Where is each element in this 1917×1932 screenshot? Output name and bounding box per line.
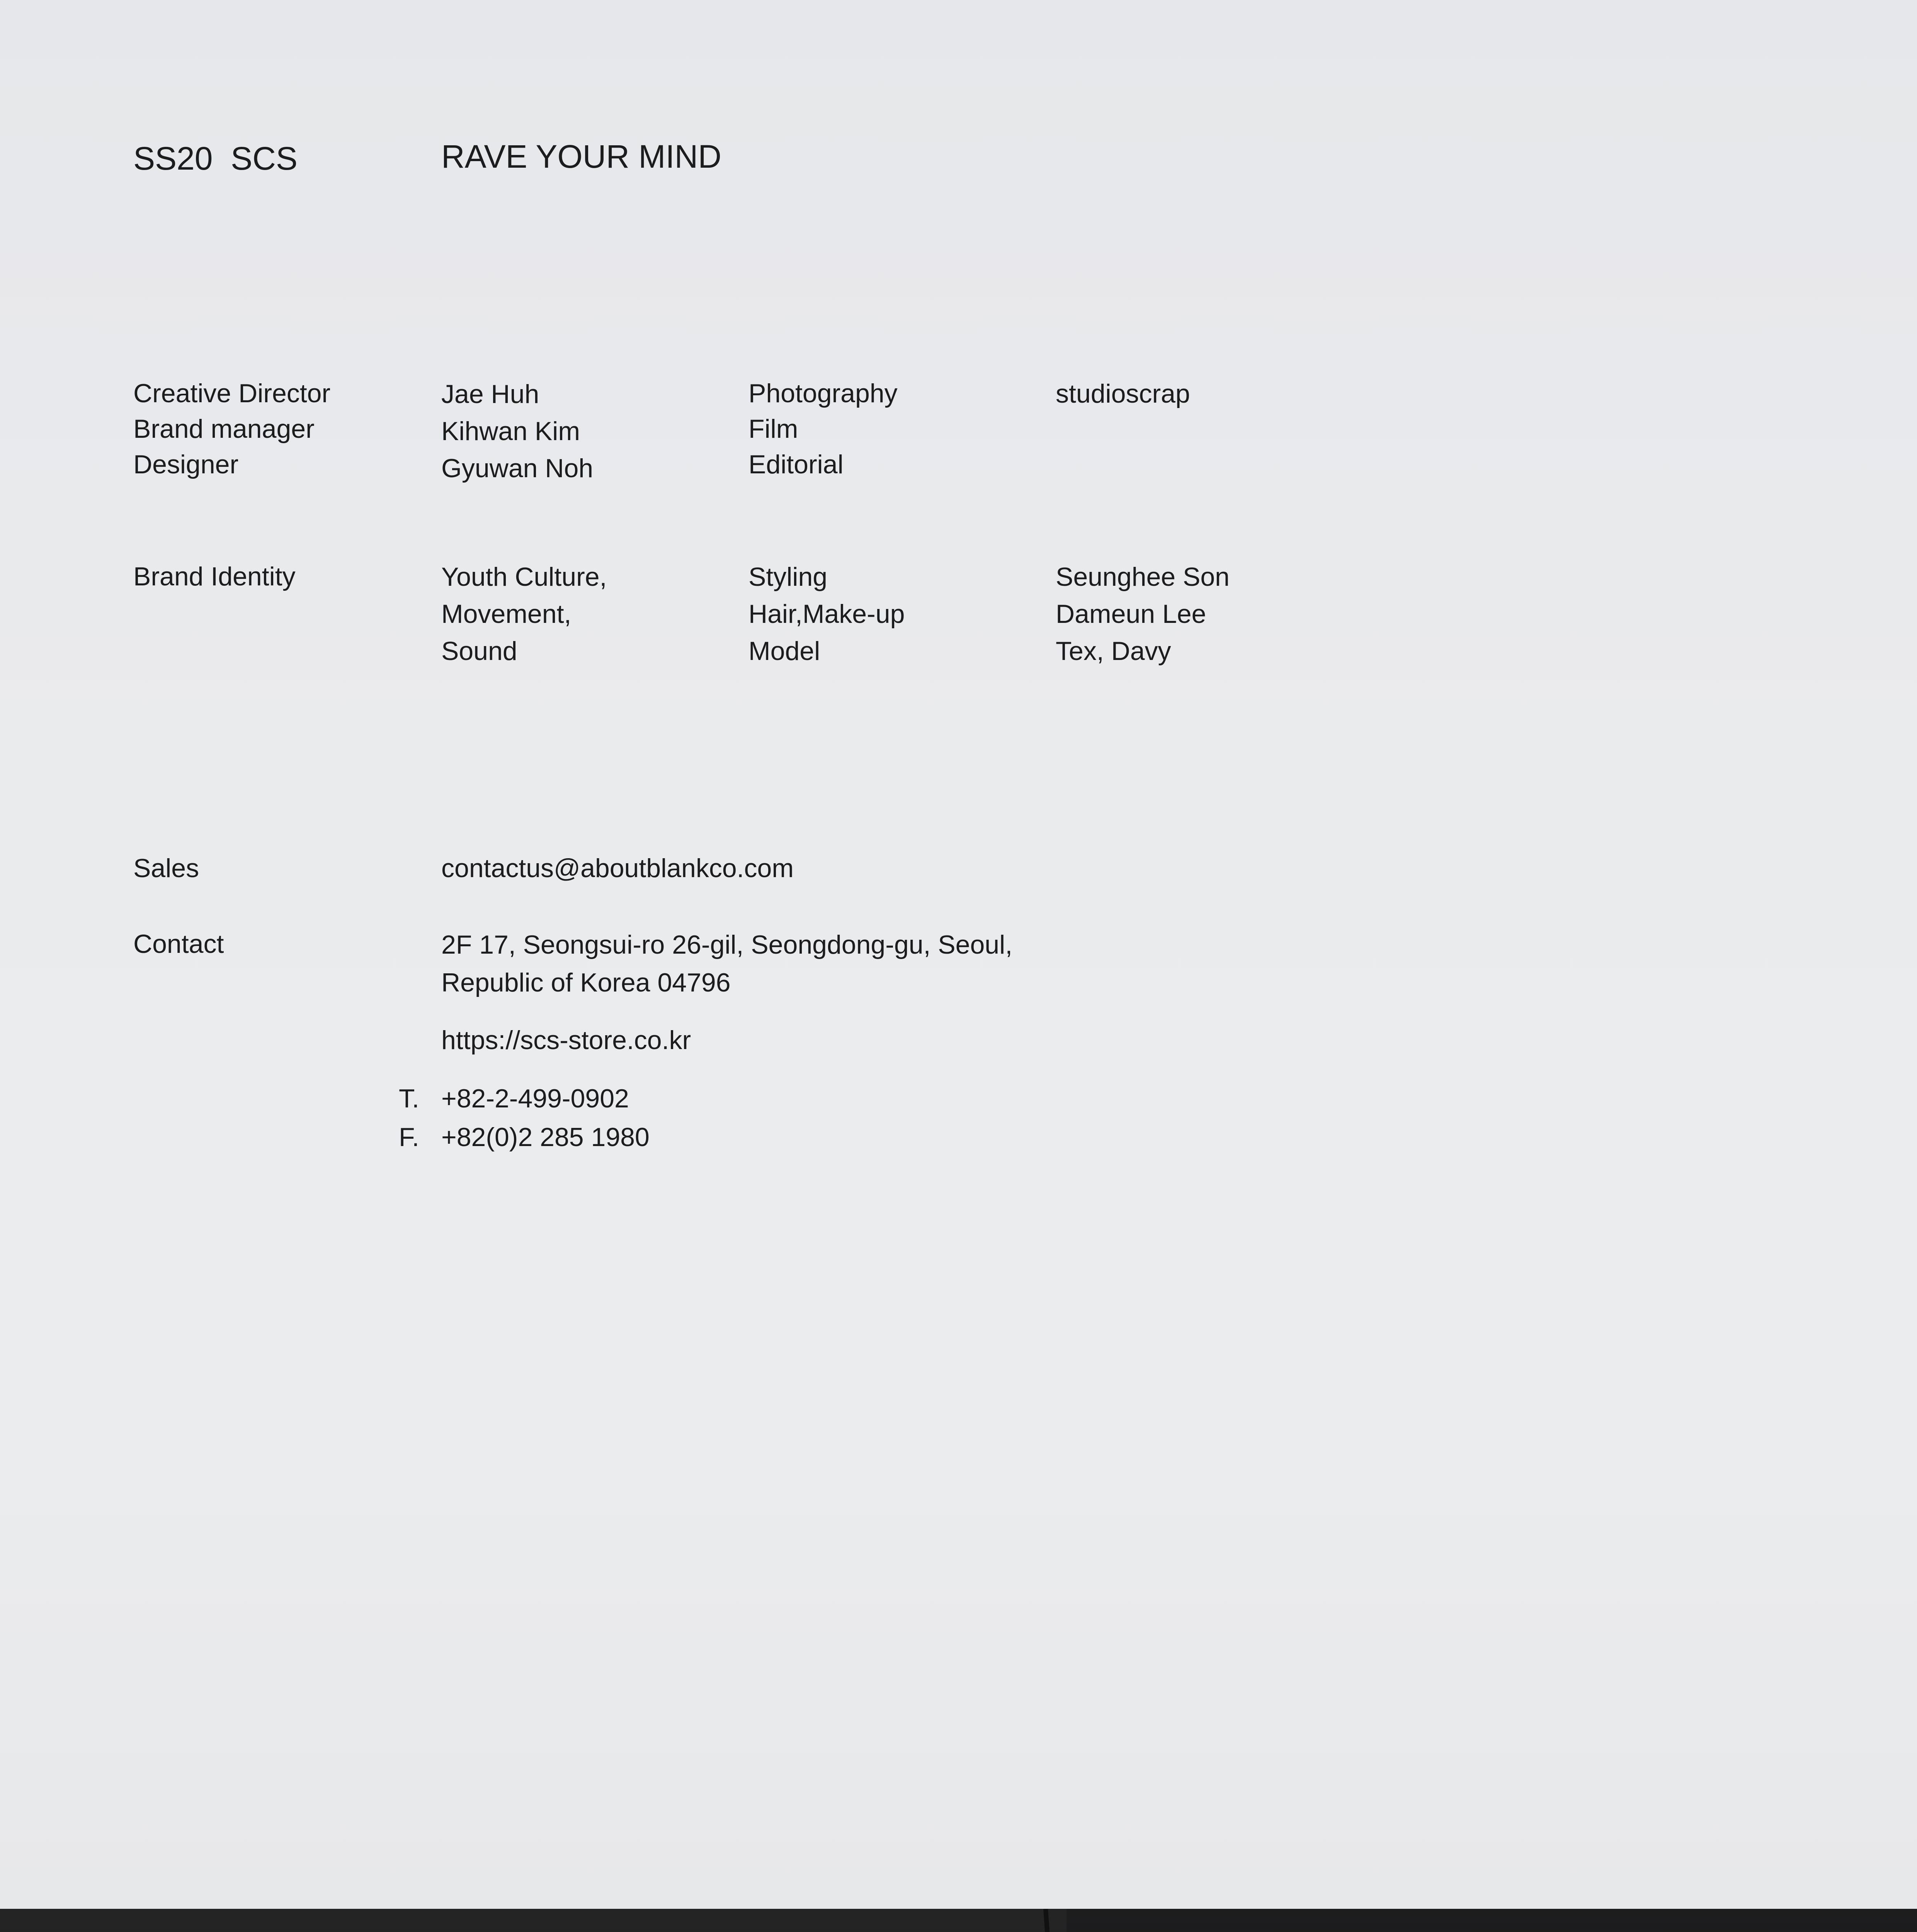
- black-floor: [0, 1909, 1917, 1932]
- contact-label: Contact: [133, 929, 224, 959]
- fax-number: +82(0)2 285 1980: [441, 1122, 650, 1152]
- tel-label: T.: [399, 1084, 419, 1113]
- credit-names: studioscrap: [1056, 379, 1190, 408]
- credit-names: Jae Huh Kihwan Kim Gyuwan Noh: [441, 379, 594, 483]
- credit-roles: Styling Hair,Make-up Model: [748, 562, 905, 666]
- floor-panel: [0, 1909, 1067, 1932]
- credit-roles: Brand Identity: [133, 562, 296, 591]
- address: 2F 17, Seongsui-ro 26-gil, Seongdong-gu, Seoul, Republic of Korea 04796: [441, 930, 1013, 997]
- credit-roles: Creative Director Brand manager Designer: [133, 379, 331, 479]
- fax-label: F.: [399, 1122, 419, 1152]
- credit-names: Seunghee Son Dameun Lee Tex, Davy: [1056, 562, 1230, 666]
- website-link[interactable]: https://scs-store.co.kr: [441, 1026, 691, 1055]
- sales-email[interactable]: contactus@aboutblankco.com: [441, 854, 794, 883]
- tel-number: +82-2-499-0902: [441, 1084, 629, 1113]
- season-title: SS20 SCS: [133, 140, 298, 177]
- credit-roles: Photography Film Editorial: [748, 379, 898, 479]
- sales-label: Sales: [133, 854, 199, 883]
- slogan: RAVE YOUR MIND: [441, 138, 721, 175]
- credit-names: Youth Culture, Movement, Sound: [441, 562, 607, 666]
